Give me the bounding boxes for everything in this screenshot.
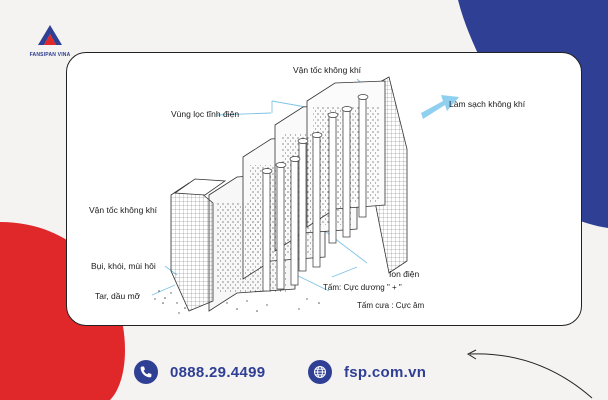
dust-particles: [154, 290, 319, 313]
brand-name: FANSIPAN VINA: [29, 52, 71, 58]
label-tar-grease: Tar, dầu mỡ: [95, 291, 141, 301]
label-plate-negative: Tấm cưa : Cực âm: [357, 301, 425, 310]
label-filter-zone: Vùng lọc tĩnh điện: [171, 109, 240, 119]
curved-arrow-decor: [470, 354, 592, 398]
phone-icon: [134, 360, 158, 384]
globe-icon: [308, 360, 332, 384]
phone-number[interactable]: 0888.29.4499: [170, 363, 266, 381]
label-clean-air: Làm sạch không khí: [449, 99, 526, 109]
label-plate-positive: Tấm: Cực dương " + ": [323, 283, 402, 292]
website-contact[interactable]: [308, 360, 426, 384]
mountain-logo-icon: [37, 24, 63, 46]
website-link[interactable]: fsp.com.vn: [344, 363, 427, 381]
label-air-velocity-top: Vận tốc không khí: [293, 65, 362, 75]
label-air-velocity-left: Vận tốc không khí: [89, 205, 158, 215]
label-ion: Ion điện: [389, 269, 420, 279]
label-dust-smoke-odor: Bụi, khói, mùi hôi: [91, 261, 156, 271]
diagram-card: [66, 52, 582, 326]
phone-contact[interactable]: [134, 360, 265, 384]
